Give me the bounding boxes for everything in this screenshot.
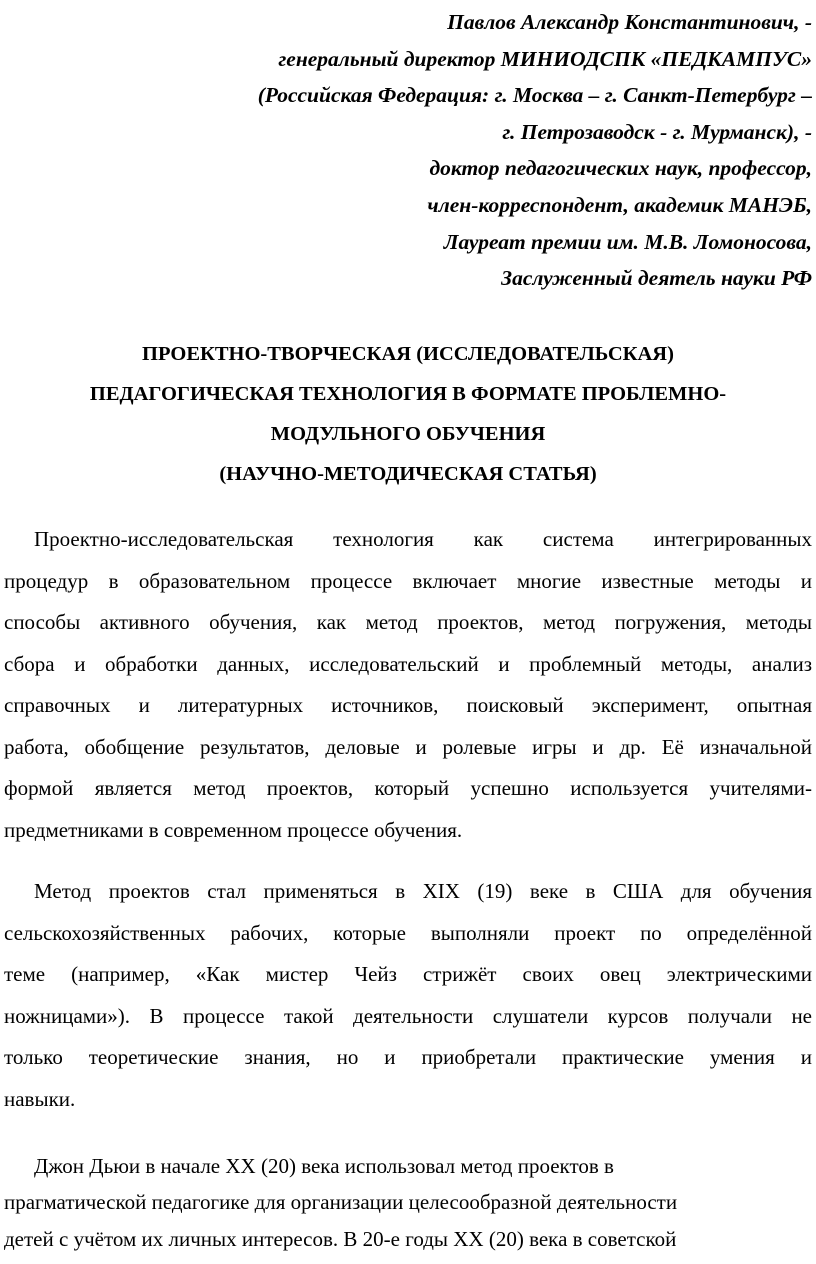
paragraph-line: способы активного обучения, как метод проектов, метод погружения, методы bbox=[4, 610, 812, 634]
paragraph-line: сельскохозяйственных рабочих, которые выполняли проект по определённой bbox=[4, 920, 812, 945]
author-position: генеральный директор МИНИОДСПК «ПЕДКАМПУС» bbox=[278, 46, 812, 71]
author-location: (Российская Федерация: г. Москва – г. Санкт-Петербург – bbox=[257, 83, 812, 108]
body-paragraph-2 bbox=[4, 871, 812, 1120]
paragraph-line: теме (например, «Как мистер Чейз стрижёт своих овец электрическими bbox=[4, 962, 812, 986]
body-paragraph-3 bbox=[4, 1148, 812, 1257]
paragraph-line: только теоретические знания, но и приобретали практические умения и bbox=[4, 1045, 812, 1069]
paragraph-line: работа, обобщение результатов, деловые и ролевые игры и др. Её изначальной bbox=[4, 734, 812, 759]
paragraph-line: формой является метод проектов, который успешно используется учителями- bbox=[4, 776, 812, 800]
title-subtitle: (НАУЧНО-МЕТОДИЧЕСКАЯ СТАТЬЯ) bbox=[219, 463, 597, 485]
body-paragraph-1 bbox=[4, 519, 812, 851]
author-membership: член-корреспондент, академик МАНЭБ, bbox=[427, 192, 812, 217]
author-info bbox=[52, 4, 812, 297]
paragraph-line: процедур в образовательном процессе включает многие известные методы и bbox=[4, 568, 812, 593]
paragraph-line: Метод проектов стал применяться в XIX (19) веке в США для обучения bbox=[34, 879, 812, 903]
title-line: МОДУЛЬНОГО ОБУЧЕНИЯ bbox=[270, 423, 546, 445]
paragraph-line: ножницами»). В процессе такой деятельности слушатели курсов получали не bbox=[4, 1003, 812, 1028]
paragraph-line: предметниками в современном процессе обучения. bbox=[4, 817, 463, 842]
paragraph-line: детей с учётом их личных интересов. В 20-е годы XX (20) века в советской bbox=[4, 1226, 677, 1251]
author-degree: доктор педагогических наук, профессор, bbox=[429, 156, 812, 181]
paragraph-line: Проектно-исследовательская технология как система интегрированных bbox=[34, 527, 812, 551]
author-award: Лауреат премии им. М.В. Ломоносова, bbox=[443, 229, 812, 254]
paragraph-line: справочных и литературных источников, поисковый эксперимент, опытная bbox=[4, 693, 812, 717]
paragraph-line: прагматической педагогике для организации целесообразной деятельности bbox=[4, 1190, 678, 1215]
title-line: ПЕДАГОГИЧЕСКАЯ ТЕХНОЛОГИЯ В ФОРМАТЕ ПРОБЛЕМНО- bbox=[89, 383, 727, 405]
title-line: ПРОЕКТНО-ТВОРЧЕСКАЯ (ИССЛЕДОВАТЕЛЬСКАЯ) bbox=[142, 343, 674, 365]
paragraph-line: сбора и обработки данных, исследовательский и проблемный методы, анализ bbox=[4, 651, 812, 676]
author-honor: Заслуженный деятель науки РФ bbox=[501, 266, 812, 291]
paragraph-line: навыки. bbox=[4, 1086, 76, 1111]
author-location-continued: г. Петрозаводск - г. Мурманск), - bbox=[502, 119, 812, 144]
article-title bbox=[4, 334, 812, 494]
paragraph-line: Джон Дьюи в начале XX (20) века использовал метод проектов в bbox=[34, 1154, 614, 1178]
author-name: Павлов Александр Константинович, - bbox=[447, 10, 812, 34]
